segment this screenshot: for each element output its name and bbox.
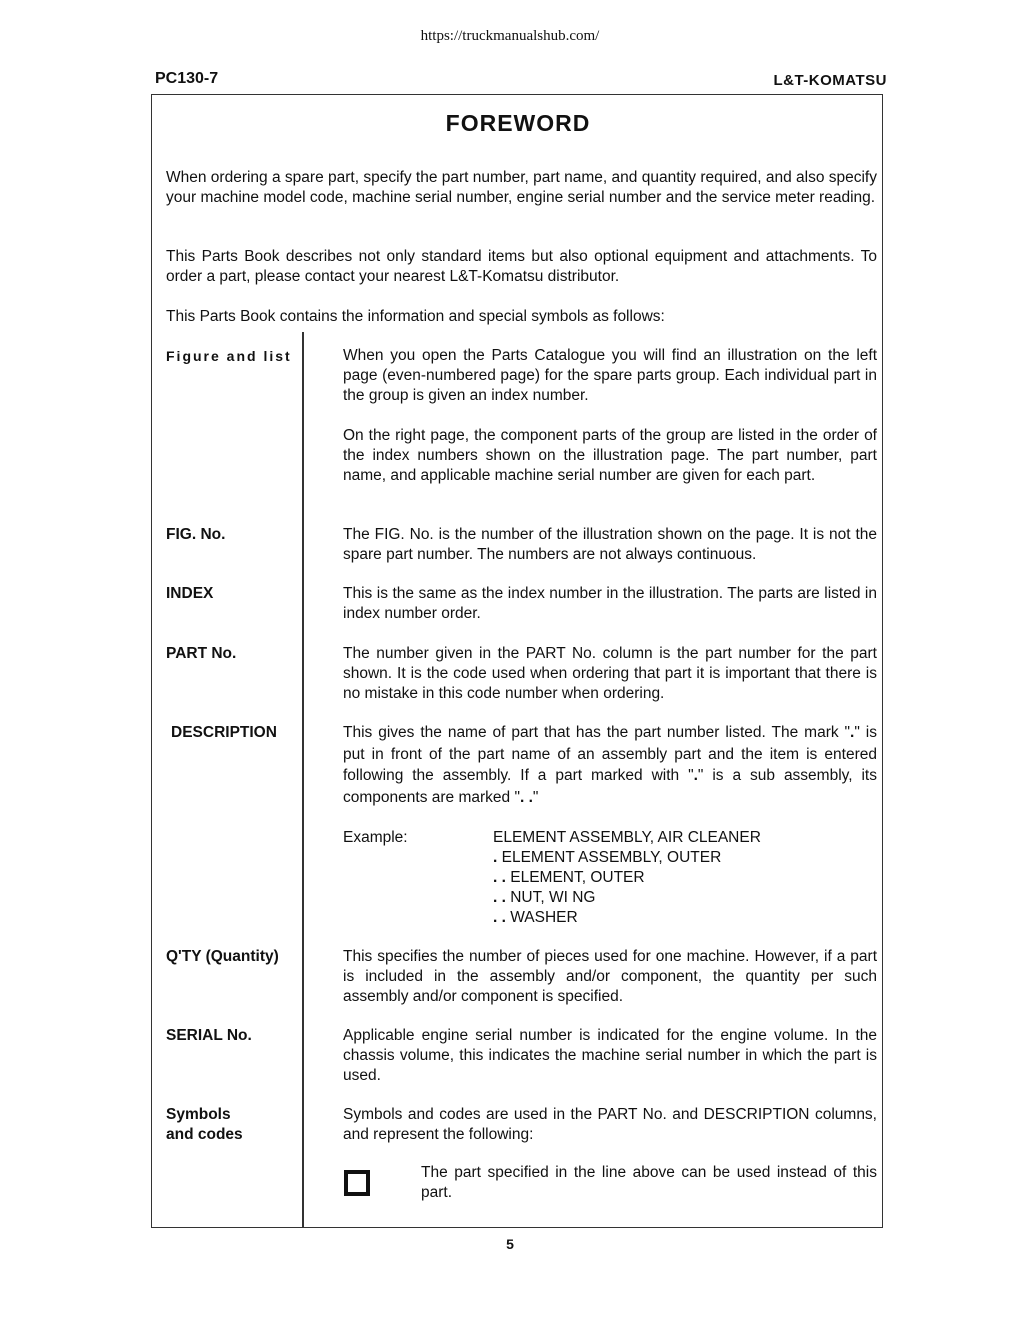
- example-item: . ELEMENT ASSEMBLY, OUTER: [493, 849, 722, 866]
- model-header: PC130-7: [155, 70, 219, 87]
- desc-index: This is the same as the index number in the illustration. The parts are listed in index number order.: [343, 585, 877, 622]
- term-index: INDEX: [166, 585, 214, 602]
- desc-symbols: Symbols and codes are used in the PART No. and DESCRIPTION columns, and represent the following:: [343, 1106, 877, 1143]
- square-symbol-icon: [344, 1170, 370, 1196]
- page-number: 5: [506, 1236, 514, 1252]
- desc-fig-no: The FIG. No. is the number of the illustration shown on the page. It is not the spare part number. The numbers are not always continuous.: [343, 526, 877, 563]
- column-divider: [302, 332, 304, 1228]
- example-item: . . NUT, WI NG: [493, 889, 596, 906]
- desc-figure-2: On the right page, the component parts of the group are listed in the order of the index numbers shown on the illustration page. The part number, part name, and applicable machine serial number are given for each part.: [343, 427, 877, 484]
- example-label: Example:: [343, 829, 408, 846]
- sub-assembly-mark: . .: [519, 788, 533, 806]
- intro-paragraph-2: This Parts Book describes not only standard items but also optional equipment and attachments. To order a part, please contact your nearest L&T-Komatsu distributor.: [166, 248, 877, 285]
- assembly-mark: .: [693, 767, 698, 784]
- term-description: DESCRIPTION: [171, 724, 277, 741]
- term-figure-and-list: Figure and list: [166, 348, 292, 364]
- term-symbols-and-codes: Symbols and codes: [166, 1106, 243, 1143]
- assembly-mark: .: [850, 724, 855, 741]
- example-item: . . ELEMENT, OUTER: [493, 869, 645, 886]
- page-title: FOREWORD: [445, 110, 591, 136]
- desc-square-symbol: The part specified in the line above can be used instead of this part.: [421, 1164, 877, 1201]
- term-quantity: Q'TY (Quantity): [166, 948, 279, 965]
- desc-figure-1: When you open the Parts Catalogue you will find an illustration on the left page (even-numbered page) for the spare parts group. Each individual part in the group is given an index number.: [343, 347, 877, 404]
- desc-description: This gives the name of part that has the part number listed. The mark "." is put in front of the part name of an assembly part and the item is entered following the assembly. If a part marked with "." is a sub assembly, its components are marked ". .": [343, 724, 877, 806]
- term-serial-no: SERIAL No.: [166, 1027, 252, 1044]
- example-item: . . WASHER: [493, 909, 578, 926]
- term-fig-no: FIG. No.: [166, 526, 226, 543]
- desc-part-no: The number given in the PART No. column is the part number for the part shown. It is the code used when ordering that part it is important that there is no mistake in this code number when ordering.: [343, 645, 877, 702]
- intro-paragraph-1: When ordering a spare part, specify the part number, part name, and quantity required, and also specify your machine model code, machine serial number, engine serial number and the service meter reading.: [166, 169, 877, 206]
- term-part-no: PART No.: [166, 645, 237, 662]
- desc-quantity: This specifies the number of pieces used for one machine. However, if a part is included in the assembly and/or component, the quantity per such assembly and/or component is specified.: [343, 948, 877, 1005]
- desc-serial-no: Applicable engine serial number is indicated for the engine volume. In the chassis volume, this indicates the machine serial number in which the part is used.: [343, 1027, 877, 1084]
- source-url: https://truckmanualshub.com/: [420, 28, 600, 44]
- intro-paragraph-3: This Parts Book contains the information and special symbols as follows:: [166, 308, 665, 325]
- brand-header: L&T-KOMATSU: [773, 72, 887, 89]
- example-list: [493, 828, 761, 928]
- example-item: ELEMENT ASSEMBLY, AIR CLEANER: [493, 829, 761, 846]
